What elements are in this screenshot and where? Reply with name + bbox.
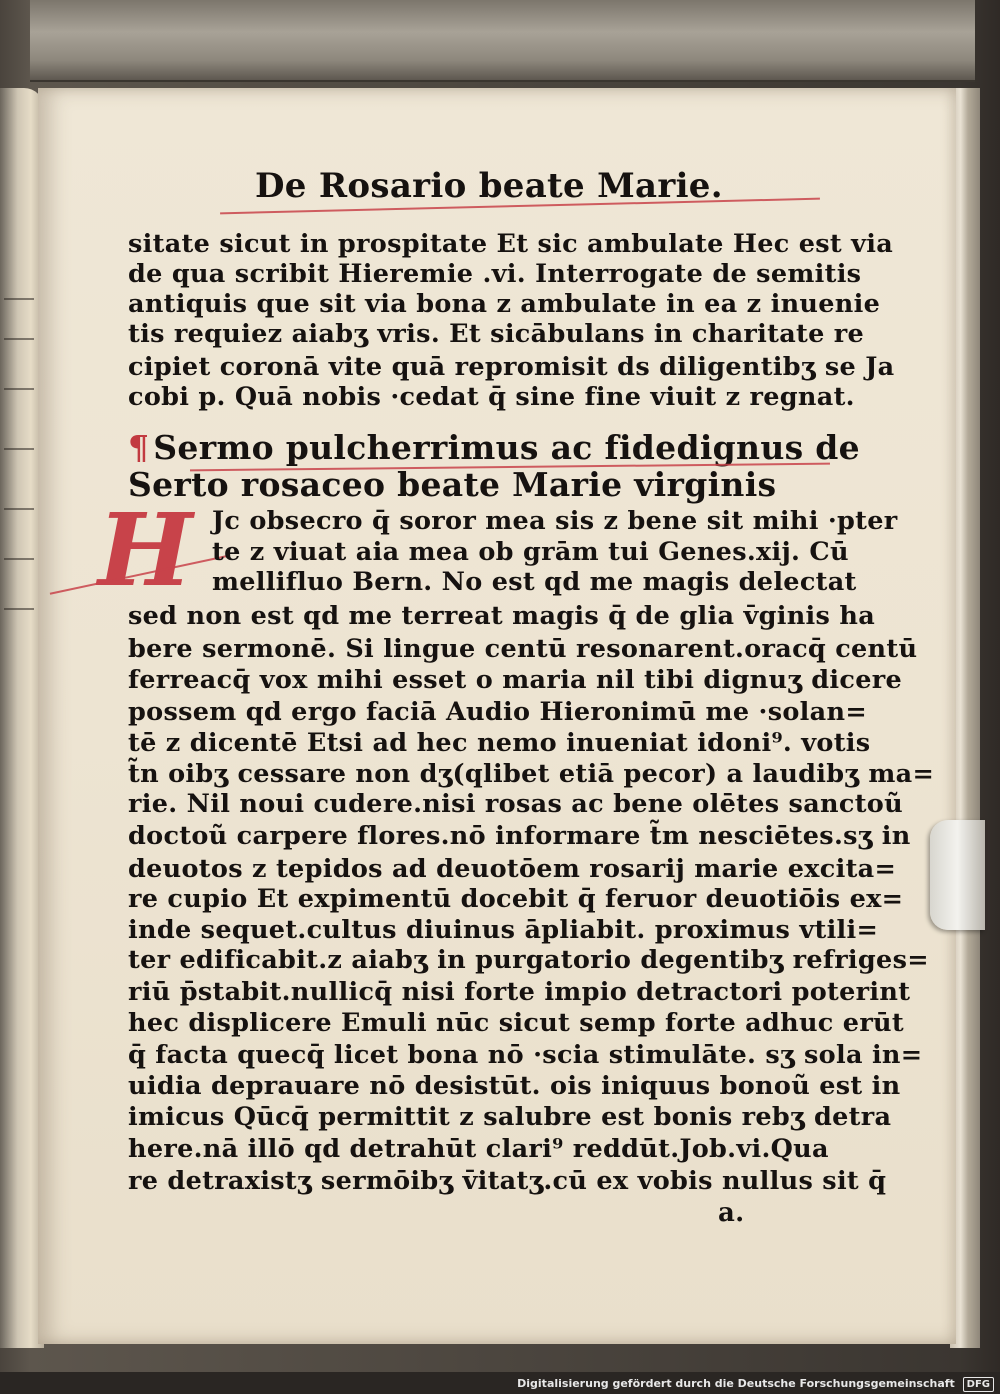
text-line: doctoũ carpere flores.nō informare t̃m nesciētes.sʒ in: [128, 821, 911, 851]
sermon-title-line: [128, 428, 860, 467]
sermon-title-line: Serto rosaceo beate Marie virginis: [128, 465, 777, 504]
running-head: De Rosario beate Marie.: [255, 166, 723, 206]
text-line: imicus Qūcq̄ permittit z salubre est bonis rebʒ detra: [128, 1102, 892, 1132]
book-clasp: [930, 820, 985, 930]
text-line: Jc obsecro q̄ soror mea sis z bene sit mihi ·pter: [212, 506, 898, 536]
text-line: t̃n oibʒ cessare non dʒ(qlibet etiā pecor) a laudibʒ ma=: [128, 759, 935, 789]
text-line: sed non est qd me terreat magis q̄ de glia v̄ginis ha: [128, 601, 876, 631]
text-line: riū p̄stabit.nullicq̄ nisi forte impio detractori poterint: [128, 977, 911, 1007]
sermon-title-text: Sermo pulcherrimus ac fidedignus de: [153, 428, 860, 467]
signature-mark: a.: [718, 1198, 745, 1228]
text-line: mellifluo Bern. No est qd me magis delectat: [212, 567, 857, 597]
text-line: re cupio Et expimentū docebit q̄ feruor deuotiōis ex=: [128, 884, 904, 914]
book-top-edge: [30, 0, 975, 82]
text-line: ter edificabit.z aiabʒ in purgatorio degentibʒ refriges=: [128, 945, 929, 975]
text-line: q̄ facta quecq̄ licet bona nō ·scia stimulāte. sʒ sola in=: [128, 1040, 923, 1070]
dfg-logo: DFG: [963, 1377, 994, 1392]
text-line: sitate sicut in prospitate Et sic ambulate Hec est via: [128, 229, 894, 259]
text-line: de qua scribit Hieremie .vi. Interrogate de semitis: [128, 259, 862, 289]
digitization-credit: [517, 1374, 994, 1394]
text-line: hec displicere Emuli nūc sicut semp forte adhuc erūt: [128, 1008, 904, 1038]
text-line: cipiet coronā vite quā repromisit ds diligentibʒ se Ja: [128, 352, 895, 382]
rubricated-initial: H: [98, 491, 193, 609]
text-line: inde sequet.cultus diuinus āpliabit. proximus vtili=: [128, 915, 879, 945]
text-line: te z viuat aia mea ob grām tui Genes.xij. Cū: [212, 537, 849, 567]
text-line: uidia deprauare nō desistūt. ois iniquus bonoũ est in: [128, 1071, 901, 1101]
text-line: here.nā illō qd detrahūt clari⁹ reddūt.Job.vi.Qua: [128, 1134, 829, 1164]
text-line: re detraxistʒ sermōibʒ v̄itatʒ.cū ex vobis nullus sit q̄: [128, 1166, 887, 1196]
text-line: deuotos z tepidos ad deuotōem rosarij marie excita=: [128, 854, 897, 884]
text-line: antiquis que sit via bona z ambulate in ea z inuenie: [128, 289, 881, 319]
text-line: rie. Nil noui cudere.nisi rosas ac bene olētes sanctoũ: [128, 789, 903, 819]
text-line: cobi p. Quā nobis ·cedat q̄ sine fine viuit z regnat.: [128, 382, 855, 412]
text-line: ferreacq̄ vox mihi esset o maria nil tibi dignuʒ dicere: [128, 665, 903, 695]
text-line: tis requiez aiabʒ vris. Et sicābulans in charitate re: [128, 319, 865, 349]
credit-text: Digitalisierung gefördert durch die Deutsche Forschungsgemeinschaft: [517, 1377, 955, 1390]
pilcrow-mark: ¶: [128, 428, 150, 467]
text-line: tē z dicentē Etsi ad hec nemo inueniat idoni⁹. votis: [128, 728, 871, 758]
text-line: bere sermonē. Si lingue centū resonarent.oracq̄ centū: [128, 634, 918, 664]
text-line: possem qd ergo faciā Audio Hieronimū me ·solan=: [128, 697, 867, 727]
